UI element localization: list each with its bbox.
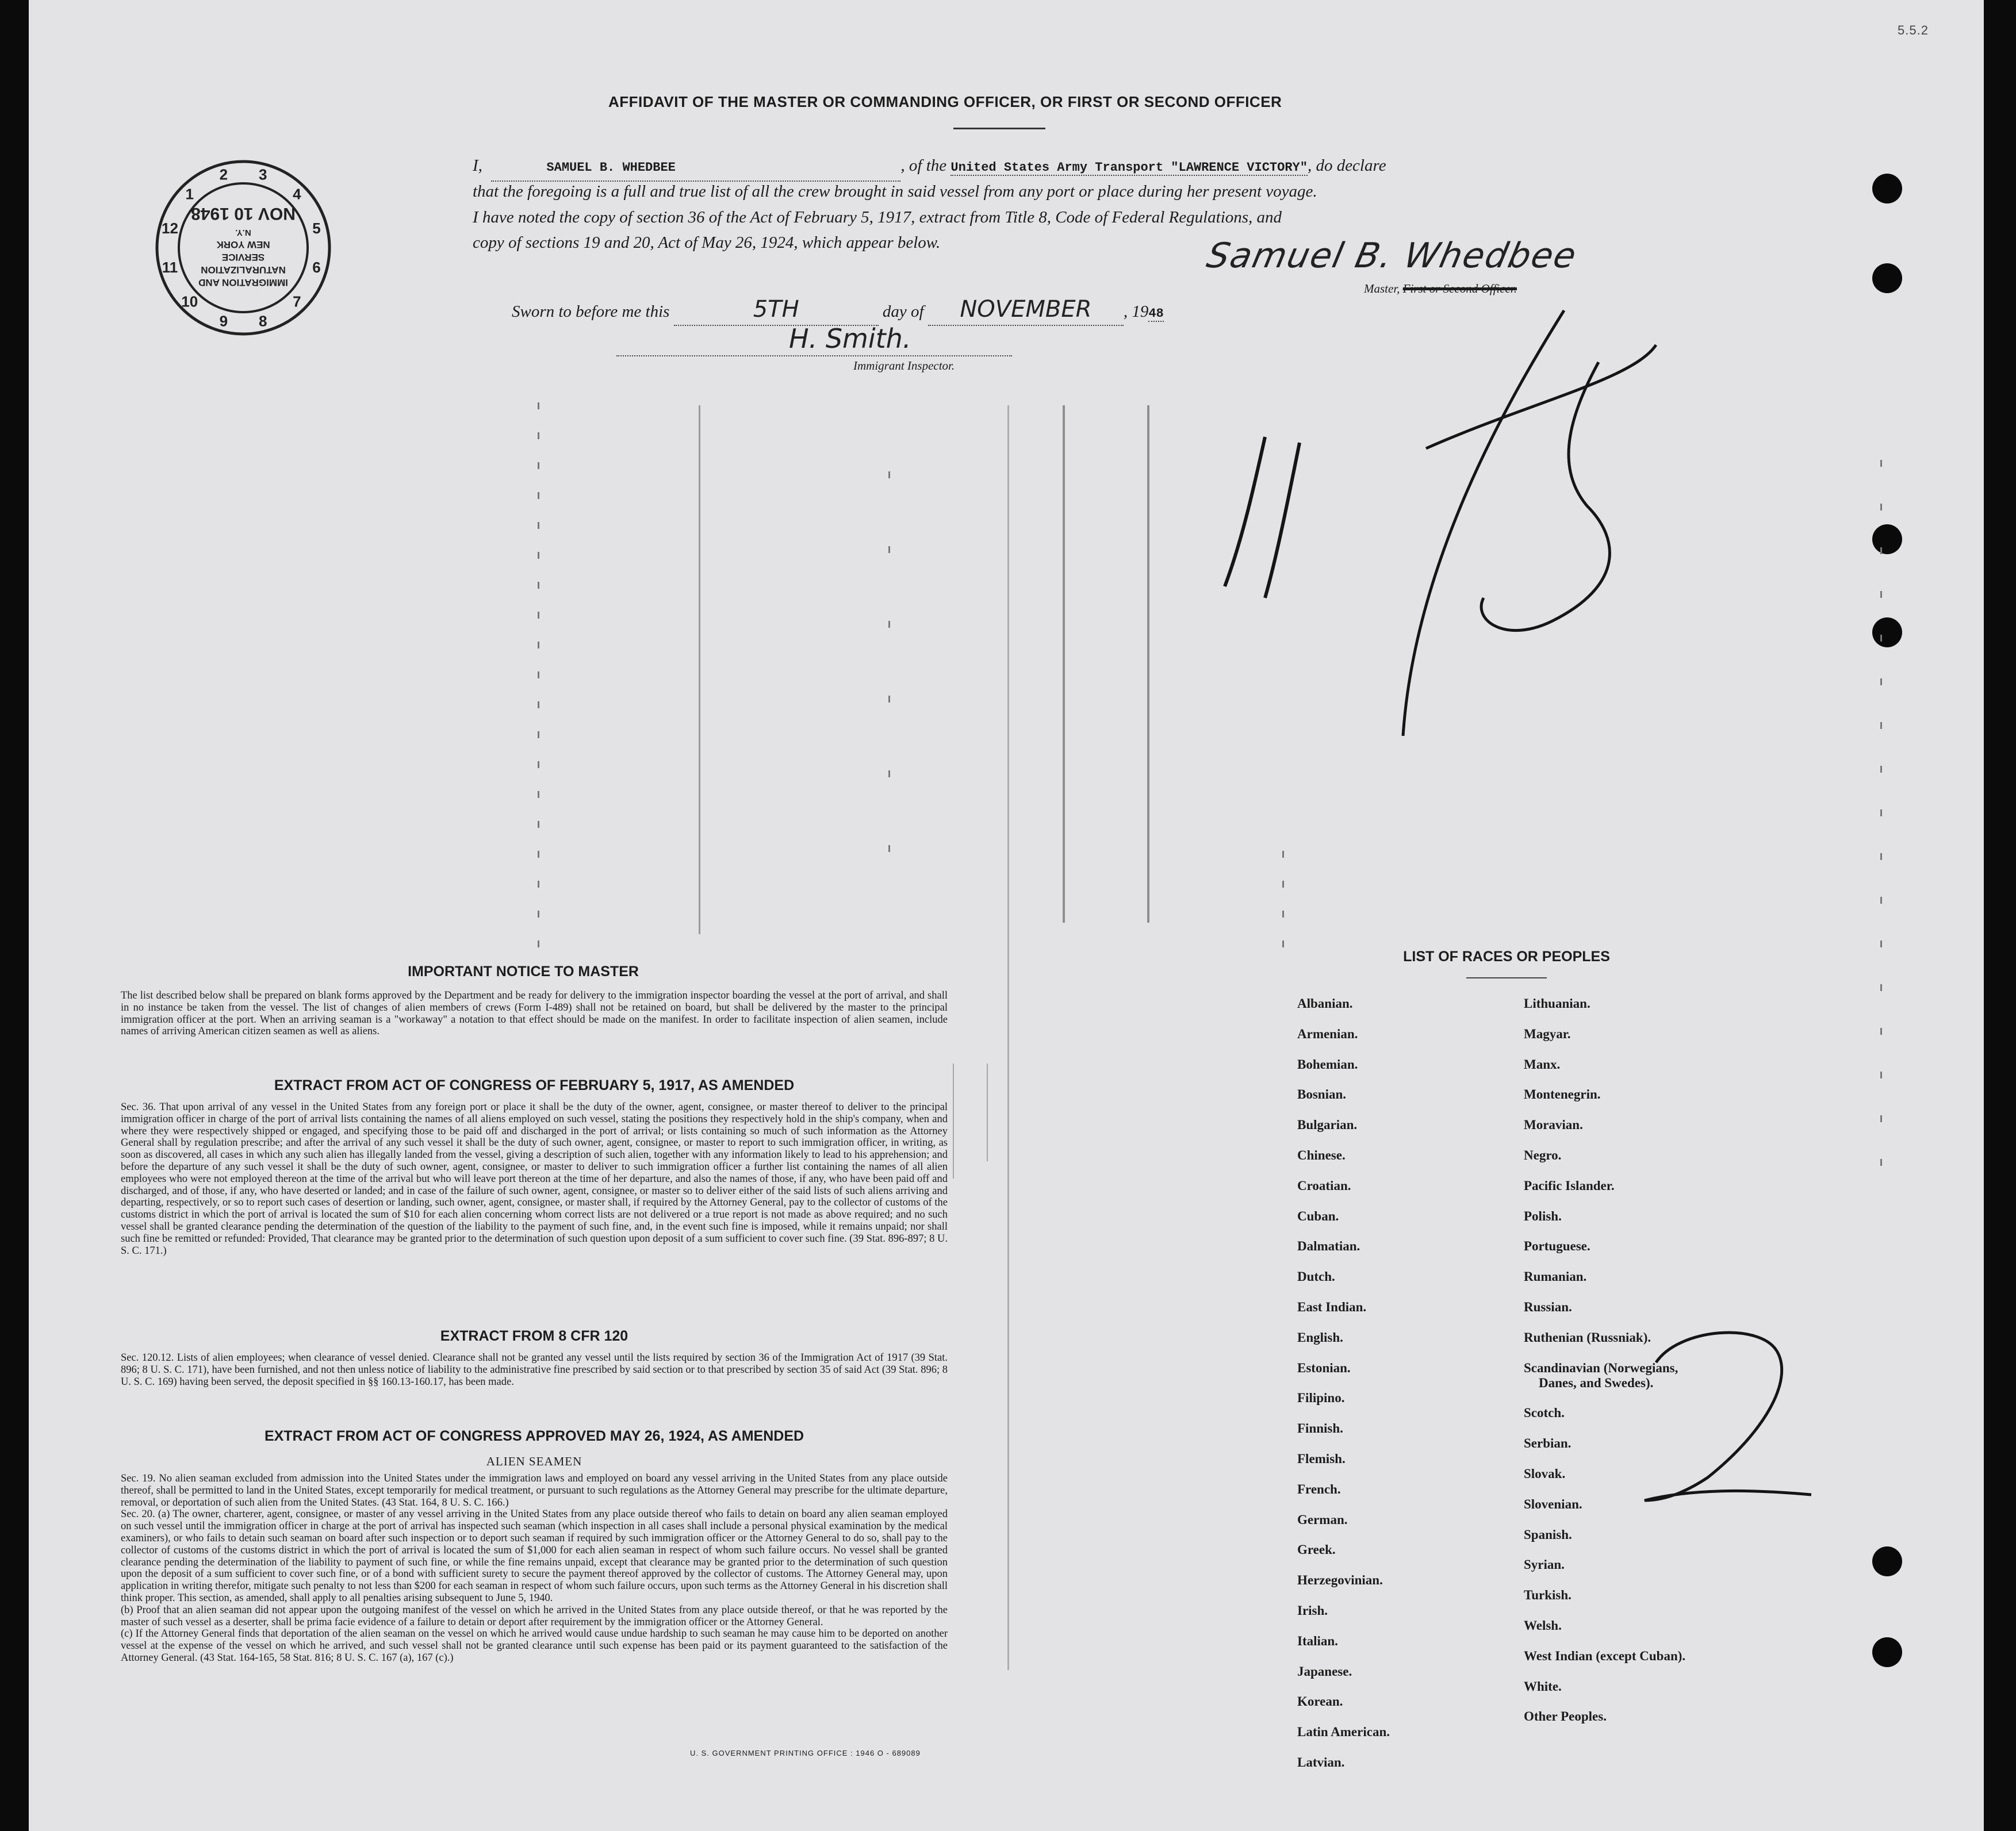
race-item: Italian. — [1297, 1633, 1338, 1648]
faint-tick-mark — [888, 546, 890, 553]
race-item: Irish. — [1297, 1603, 1328, 1618]
faint-tick-mark — [538, 462, 539, 469]
race-item: Estonian. — [1297, 1360, 1351, 1375]
sworn-line — [512, 297, 1164, 327]
race-item: Japanese. — [1297, 1664, 1352, 1679]
stamp-line: NATURALIZATION — [201, 264, 286, 275]
faint-tick-mark — [888, 696, 890, 703]
stamp-number: 1 — [185, 185, 194, 203]
stamp-line: N.Y. — [235, 228, 251, 237]
do-declare-label: , do declare — [1307, 156, 1386, 175]
faint-tick-mark — [1282, 911, 1284, 918]
faint-tick-mark — [538, 701, 539, 708]
race-item: Manx. — [1524, 1057, 1561, 1072]
race-item: Montenegrin. — [1524, 1087, 1601, 1102]
faint-tick-mark — [1282, 941, 1284, 947]
faint-tick-mark — [1880, 809, 1882, 816]
race-item: Pacific Islander. — [1524, 1178, 1615, 1193]
faint-tick-mark — [1880, 941, 1882, 947]
race-item: Latvian. — [1297, 1755, 1345, 1769]
race-item: White. — [1524, 1679, 1562, 1694]
race-item: Chinese. — [1297, 1148, 1346, 1162]
vessel-name: United States Army Transport "LAWRENCE VICTORY" — [950, 160, 1308, 175]
race-item: Bulgarian. — [1297, 1118, 1358, 1133]
faint-tick-mark — [1880, 460, 1882, 467]
faint-tick-mark — [1880, 1072, 1882, 1078]
faint-tick-mark — [538, 761, 539, 768]
race-item: Welsh. — [1524, 1618, 1562, 1633]
stamp-line: IMMIGRATION AND — [198, 277, 288, 288]
stamp-date: NOV 10 1948 — [191, 204, 296, 223]
race-item: Bohemian. — [1297, 1057, 1358, 1072]
faint-tick-mark — [538, 821, 539, 828]
of-the-label: , of the — [900, 156, 947, 175]
faint-tick-mark — [888, 770, 890, 777]
sworn-month-field — [928, 297, 1124, 326]
struck-officer-label: First or Second Officer. — [1402, 282, 1517, 295]
i-label: I, — [473, 156, 482, 175]
extract-1917-body: Sec. 36. That upon arrival of any vessel in the United States from any foreign port or place it shall be the duty of the owner, agent, consignee, or master thereof to deliver to the principal immigration officer in charge of the port of arrival lists containing the names of all aliens employed on such vessel, stating the positions they respectively hold in the ship's company, when and where they were respectively shipped or engaged, and specifying those to be paid off and discharged in the port of arrival; or lists containing so much of such information as the Attorney General shall by regulation prescribe; and after the arrival of any such vessel it shall be the duty of such owner, agent, consignee, or master to report to such immigration officer, in writing, as soon as discovered, all cases in which any such alien has illegally landed from the vessel, giving a description of such alien, together with any information likely to lead to his apprehension; and before the departure of any such vessel it shall be the duty of such owner, agent, consignee, or master to deliver to such immigration officer a further list containing the names of all alien employees who were not employed thereon at the time of the arrival but who will leave port thereon at the time of her departure, and also the names of those, if any, who have been paid off and discharged, and of those, if any, who have deserted or landed; and in case of the failure of such owner, agent, consignee, or master so to deliver either of the said lists of such aliens arriving and departing, respectively, or so to report such cases of desertion or landing, such owner, agent, consignee, or master shall, if required by the Attorney General, pay to the collector of customs of the customs district in which the port of arrival is located the sum of $10 for each alien concerning whom correct lists are not delivered or a true report is not made as above required; and no such vessel shall be granted clearance pending the determination of the question of the liability to the payment of such fine, and, in the event such fine is imposed, while it remains unpaid; nor shall such fine be remitted or refunded: Provided, That clearance may be granted prior to the determination of such question upon deposit of a sum sufficient to cover such fine. (39 Stat. 896-897; 8 U. S. C. 171.) — [121, 1101, 948, 1257]
race-item: Bosnian. — [1297, 1087, 1347, 1102]
column-rule — [699, 405, 700, 934]
race-item: Scandinavian (Norwegians, — [1524, 1360, 1678, 1375]
stamp-number: 10 — [181, 293, 198, 310]
faint-tick-mark — [538, 492, 539, 499]
race-item: Scotch. — [1524, 1406, 1565, 1421]
inspector-field — [616, 325, 1012, 356]
year-suffix: 48 — [1148, 306, 1164, 321]
race-item: Dutch. — [1297, 1269, 1335, 1284]
printer-imprint: U. S. GOVERNMENT PRINTING OFFICE : 1946 O - 689089 — [690, 1749, 921, 1757]
affidavit-line3: I have noted the copy of section 36 of the Act of February 5, 1917, extract from Title 8, Code of Federal Regulations, and — [473, 208, 1282, 227]
handwritten-fraction — [1185, 299, 1714, 747]
faint-tick-mark — [538, 791, 539, 798]
race-item: Lithuanian. — [1524, 996, 1590, 1011]
year-prefix: , 19 — [1123, 302, 1149, 321]
stamp-number: 12 — [162, 219, 178, 237]
stamp-line: NEW YORK — [216, 239, 270, 250]
faint-tick-mark — [888, 621, 890, 628]
faint-tick-mark — [1880, 766, 1882, 773]
sec-19-paragraph: Sec. 19. No alien seaman excluded from admission into the United States under the immigration laws and employed on board any vessel arriving in the United States from any place outside thereof, shall be permitted to land in the United States, except temporarily for medical treatment, or pursuant to such regulations as the Attorney General may prescribe for the ultimate departure, removal, or deportation of such alien from the United States. (43 Stat. 164, 8 U. S. C. 166.) — [121, 1473, 948, 1508]
binder-hole — [1872, 1546, 1902, 1576]
race-item: Flemish. — [1297, 1452, 1346, 1466]
race-item: Finnish. — [1297, 1421, 1343, 1436]
faint-tick-mark — [1282, 881, 1284, 888]
race-item: Negro. — [1524, 1148, 1562, 1162]
faint-tick-mark — [1880, 635, 1882, 642]
race-item: Cuban. — [1297, 1208, 1339, 1223]
faint-tick-mark — [888, 845, 890, 852]
stamp-number: 9 — [219, 312, 228, 330]
sworn-month: NOVEMBER — [960, 296, 1092, 323]
race-item: Croatian. — [1297, 1178, 1351, 1193]
faint-tick-mark — [538, 642, 539, 648]
race-item: West Indian (except Cuban). — [1524, 1648, 1686, 1663]
faint-tick-mark — [538, 552, 539, 559]
binder-hole — [1872, 1637, 1902, 1667]
race-item: Spanish. — [1524, 1527, 1572, 1542]
race-item: Armenian. — [1297, 1026, 1358, 1041]
faint-tick-mark — [1880, 1028, 1882, 1035]
stamp-number: 6 — [312, 259, 321, 277]
race-item: English. — [1297, 1330, 1343, 1345]
column-rule — [953, 1064, 954, 1179]
extract-1924-heading: EXTRACT FROM ACT OF CONGRESS APPROVED MAY 26, 1924, AS AMENDED — [264, 1428, 804, 1444]
affidavit-line1 — [473, 153, 1554, 182]
column-rule — [1063, 405, 1065, 923]
binder-hole — [1872, 617, 1902, 647]
affidavit-line2: that the foregoing is a full and true list of all the crew brought in said vessel from any port or place during her present voyage. — [473, 182, 1317, 201]
column-rule — [1007, 405, 1009, 1670]
race-item: Portuguese. — [1524, 1239, 1590, 1254]
stamp-icon — [154, 159, 332, 337]
races-rule — [1466, 977, 1547, 978]
stamp-number: 7 — [293, 293, 301, 310]
corner-mark: 5.5.2 — [1898, 23, 1929, 37]
race-item: Filipino. — [1297, 1391, 1345, 1406]
race-item: Albanian. — [1297, 996, 1353, 1011]
stamp-number: 4 — [293, 185, 301, 203]
handwritten-two-icon — [1633, 1316, 1817, 1512]
master-label: Master, — [1364, 282, 1400, 295]
faint-tick-mark — [538, 851, 539, 858]
handwritten-two — [1633, 1316, 1817, 1512]
binder-hole — [1872, 263, 1902, 293]
race-item: Serbian. — [1524, 1436, 1572, 1451]
sworn-label: Sworn to before me this — [512, 302, 670, 321]
race-item: Moravian. — [1524, 1118, 1583, 1133]
stamp-number: 8 — [258, 312, 267, 330]
race-item: Turkish. — [1524, 1588, 1572, 1603]
race-item: French. — [1297, 1481, 1341, 1496]
extract-1924-subheading: ALIEN SEAMEN — [486, 1454, 582, 1468]
sec-20b-paragraph: (b) Proof that an alien seaman did not appear upon the outgoing manifest of the vessel on which he arrived in the United States from any place outside thereof, or that he was reported by the master of such vessel as a deserter, shall be prima facie evidence of a failure to detain or deport after requirement by the immigration officer or the Attorney General. — [121, 1604, 948, 1628]
stamp-line: SERVICE — [221, 252, 265, 263]
faint-tick-mark — [1880, 547, 1882, 554]
faint-tick-mark — [538, 582, 539, 589]
faint-tick-mark — [1880, 1159, 1882, 1166]
faint-tick-mark — [538, 612, 539, 619]
master-name: SAMUEL B. WHEDBEE — [546, 160, 676, 175]
faint-tick-mark — [538, 402, 539, 409]
binder-hole — [1872, 524, 1902, 554]
race-item: Polish. — [1524, 1208, 1562, 1223]
race-item: Korean. — [1297, 1694, 1343, 1709]
column-rule — [987, 1064, 988, 1161]
master-signature: Samuel B. Whedbee — [1203, 236, 1581, 276]
faint-tick-mark — [1282, 851, 1284, 858]
faint-tick-mark — [1880, 591, 1882, 598]
faint-tick-mark — [538, 941, 539, 947]
sec-20c-paragraph: (c) If the Attorney General finds that deportation of the alien seaman on the vessel on which he arrived would cause undue hardship to such seaman he may cause him to be deported on another vessel at the expense of the vessel on which he arrived, and such vessel shall not be granted clearance until such expense has been paid or its payment guaranteed to the satisfaction of the Attorney General. (43 Stat. 164-165, 58 Stat. 816; 8 U. S. C. 167 (a), 167 (c).) — [121, 1628, 948, 1664]
column-rule — [1147, 405, 1149, 923]
race-item: Magyar. — [1524, 1026, 1571, 1041]
race-item: Russian. — [1524, 1300, 1572, 1314]
signer-label-row — [1364, 282, 1517, 296]
extract-1917-heading: EXTRACT FROM ACT OF CONGRESS OF FEBRUARY 5, 1917, AS AMENDED — [274, 1077, 795, 1093]
race-item: Slovak. — [1524, 1467, 1566, 1481]
race-item: Slovenian. — [1524, 1496, 1582, 1511]
race-item: German. — [1297, 1512, 1348, 1527]
extract-cfr-body: Sec. 120.12. Lists of alien employees; when clearance of vessel denied. Clearance shall not be granted any vessel until the lists required by section 36 of the Immigration Act of 1917 (39 Stat. 896; 8 U. S. C. 171), have been furnished, and not then unless notice of liability to the administrative fine prescribed by said section or to that prescribed by section 35 of said Act (39 Stat. 896; 8 U. S. C. 169) having been served, the deposit specified in §§ 160.13-160.17, has been made. — [121, 1352, 948, 1388]
faint-tick-mark — [1880, 897, 1882, 904]
faint-tick-mark — [1880, 722, 1882, 729]
immigration-stamp — [154, 159, 332, 337]
title-rule — [953, 128, 1045, 129]
stamp-number: 3 — [258, 166, 267, 183]
sworn-day: 5TH — [753, 296, 799, 323]
race-item: Ruthenian (Russniak). — [1524, 1330, 1651, 1345]
inspector-signature: H. Smith. — [789, 323, 911, 354]
faint-tick-mark — [1880, 1115, 1882, 1122]
faint-tick-mark — [1880, 984, 1882, 991]
extract-cfr-heading: EXTRACT FROM 8 CFR 120 — [440, 1328, 628, 1344]
faint-tick-mark — [1880, 504, 1882, 510]
race-item: Other Peoples. — [1524, 1709, 1607, 1724]
faint-tick-mark — [538, 432, 539, 439]
faint-tick-mark — [888, 471, 890, 478]
inspector-label: Immigrant Inspector. — [853, 359, 955, 373]
faint-tick-mark — [538, 522, 539, 529]
sec-20a-paragraph: Sec. 20. (a) The owner, charterer, agent, consignee, or master of any vessel arriving in the United States from any place outside thereof who fails to detain on board any alien seaman employed on such vessel until the immigration officer in charge at the port of arrival has inspected such seaman (which inspection in all cases shall include a personal physical examination by the medical examiners), or who fails to detain such seaman on board after such inspection or to deport such seaman if required by such immigration officer or the Attorney General to do so, shall pay to the collector of customs of the customs district in which the port of arrival is located the sum of $1,000 for each alien seaman in respect of whom such failure occurs. No vessel shall be granted clearance pending the determination of the liability to payment of such fine, or while the fine remains unpaid, except that clearance may be granted prior to the determination of such question upon the deposit of a sum sufficient to cover such fine, or of a bond with sufficient surety to secure the payment thereof approved by the collector of customs. The Attorney General may, upon application in writing therefor, mitigate such penalty to not less than $200 for each seaman in respect of whom such failure occurs, upon such terms as the Attorney General in his discretion shall think proper. This section, as amended, shall apply to all penalties arising subsequent to June 5, 1940. — [121, 1508, 948, 1604]
master-name-field — [491, 153, 900, 182]
handwritten-fraction-icon — [1185, 299, 1714, 747]
faint-tick-mark — [538, 881, 539, 888]
faint-tick-mark — [538, 911, 539, 918]
race-item: Latin American. — [1297, 1725, 1390, 1740]
affidavit-line4: copy of sections 19 and 20, Act of May 26, 1924, which appear below. — [473, 233, 941, 252]
faint-tick-mark — [538, 731, 539, 738]
stamp-number: 2 — [219, 166, 228, 183]
race-item: Herzegovinian. — [1297, 1573, 1383, 1588]
race-item: Syrian. — [1524, 1557, 1565, 1572]
day-of-label: day of — [882, 302, 924, 321]
race-item: Greek. — [1297, 1542, 1336, 1557]
extract-1924-body — [121, 1473, 948, 1664]
document-title: AFFIDAVIT OF THE MASTER OR COMMANDING OFFICER, OR FIRST OR SECOND OFFICER — [608, 93, 1282, 110]
race-item: Danes, and Swedes). — [1539, 1375, 1654, 1390]
faint-tick-mark — [1880, 853, 1882, 860]
faint-tick-mark — [1880, 678, 1882, 685]
stamp-number: 11 — [162, 259, 178, 277]
binder-hole — [1872, 174, 1902, 204]
sworn-day-field — [674, 297, 879, 326]
notice-body: The list described below shall be prepared on blank forms approved by the Department and be ready for delivery to the immigration inspector boarding the vessel at the port of arrival, and shall in no instance be taken from the vessel. The list of changes of alien members of crews (Form I-489) shall not be retained on board, but shall be delivered by the master to the principal immigration officer at the port. When an arriving seaman is a "workaway" a notation to that effect should be made on the manifest. In order to facilitate inspection of alien seamen, include names of arriving American citizen seamen as well as aliens. — [121, 990, 948, 1038]
notice-heading: IMPORTANT NOTICE TO MASTER — [408, 964, 639, 980]
race-item: Rumanian. — [1524, 1269, 1587, 1284]
faint-tick-mark — [538, 671, 539, 678]
stamp-number: 5 — [312, 219, 321, 237]
race-item: East Indian. — [1297, 1300, 1367, 1314]
races-heading: LIST OF RACES OR PEOPLES — [1403, 949, 1610, 965]
race-item: Dalmatian. — [1297, 1239, 1360, 1254]
